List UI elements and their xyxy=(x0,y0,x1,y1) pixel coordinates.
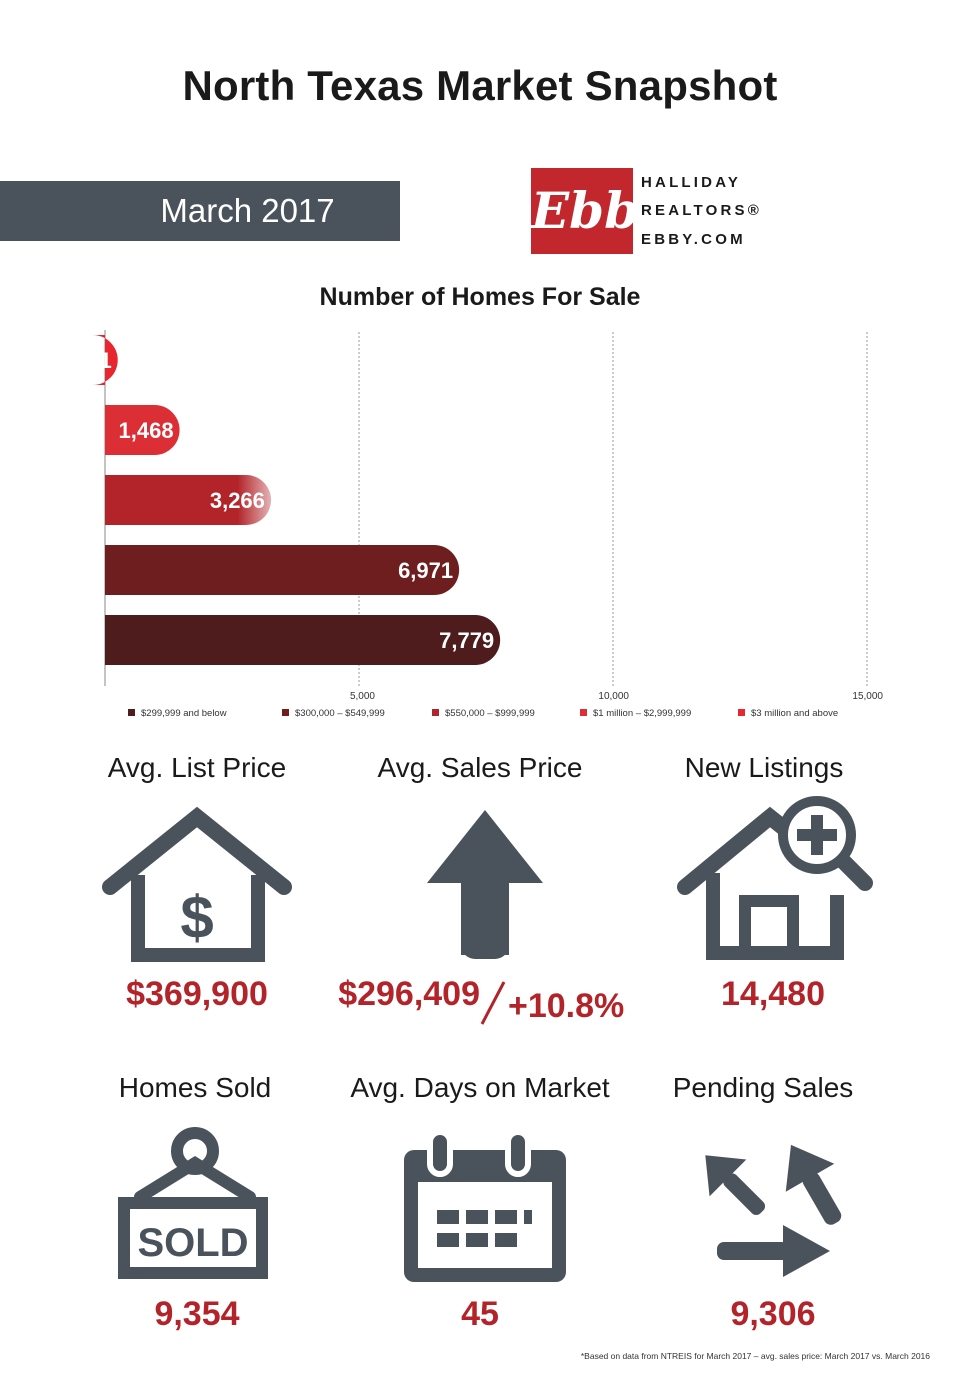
homes-sold-label: Homes Sold xyxy=(118,1072,272,1103)
x-tick-label: 15,000 xyxy=(852,691,883,702)
legend-swatch xyxy=(432,709,439,716)
avg-sales-price-change: +10.8% xyxy=(508,987,625,1025)
legend-swatch xyxy=(282,709,289,716)
legend-entry: $300,000 – $549,999 xyxy=(295,708,385,719)
footnote: *Based on data from NTREIS for March 2017 – avg. sales price: March 2017 vs. March 2016 xyxy=(580,1351,930,1361)
house-dollar-icon xyxy=(100,805,295,965)
period-label: March 2017 xyxy=(160,192,335,229)
house-plus-icon xyxy=(675,795,875,965)
x-tick-label: 5,000 xyxy=(349,691,375,702)
brand-line-realtors: REALTORS® xyxy=(641,202,762,219)
legend-swatch xyxy=(580,709,587,716)
avg-sales-price-value: $296,409 xyxy=(338,975,480,1013)
legend-swatch xyxy=(738,709,745,716)
bar-value-label: 6,971 xyxy=(398,558,454,583)
sold-sign-icon xyxy=(110,1125,270,1285)
avg-sales-price-label: Avg. Sales Price xyxy=(377,752,583,783)
up-arrow-icon xyxy=(425,805,545,965)
bar-value-label: 1,468 xyxy=(118,418,174,443)
new-listings-label: New Listings xyxy=(684,752,844,783)
days-on-market-label: Avg. Days on Market xyxy=(350,1072,610,1103)
legend-swatch xyxy=(128,709,135,716)
brand-line-halliday: HALLIDAY xyxy=(641,174,742,191)
legend-entry: $550,000 – $999,999 xyxy=(445,708,535,719)
brand-line-website: EBBY.COM xyxy=(641,231,746,248)
page-title: North Texas Market Snapshot xyxy=(182,62,778,109)
bar-value-label: 251 xyxy=(75,348,112,373)
x-tick-label: 10,000 xyxy=(598,691,629,702)
homes-for-sale-chart xyxy=(0,320,960,730)
svg-text:$: $ xyxy=(180,884,214,951)
avg-list-price-value: $369,900 xyxy=(126,975,268,1013)
legend-entry: $1 million – $2,999,999 xyxy=(593,708,692,719)
bar-value-label: 3,266 xyxy=(209,488,265,513)
avg-list-price-label: Avg. List Price xyxy=(107,752,287,783)
calendar-icon xyxy=(400,1130,570,1285)
new-listings-value: 14,480 xyxy=(721,975,825,1013)
chart-title: Number of Homes For Sale xyxy=(319,283,641,311)
cycle-arrows-icon xyxy=(695,1125,855,1290)
legend-entry: $3 million and above xyxy=(751,708,839,719)
homes-sold-value: 9,354 xyxy=(154,1295,240,1333)
pending-sales-label: Pending Sales xyxy=(672,1072,854,1103)
legend-entry: $299,999 and below xyxy=(141,708,227,719)
sold-sign-text: SOLD xyxy=(137,1221,249,1265)
slash-divider xyxy=(478,978,508,1028)
bar-value-label: 7,779 xyxy=(439,628,495,653)
pending-sales-value: 9,306 xyxy=(730,1295,816,1333)
brand-logo-script: Ebby xyxy=(531,181,669,240)
days-on-market-value: 45 xyxy=(461,1295,499,1333)
